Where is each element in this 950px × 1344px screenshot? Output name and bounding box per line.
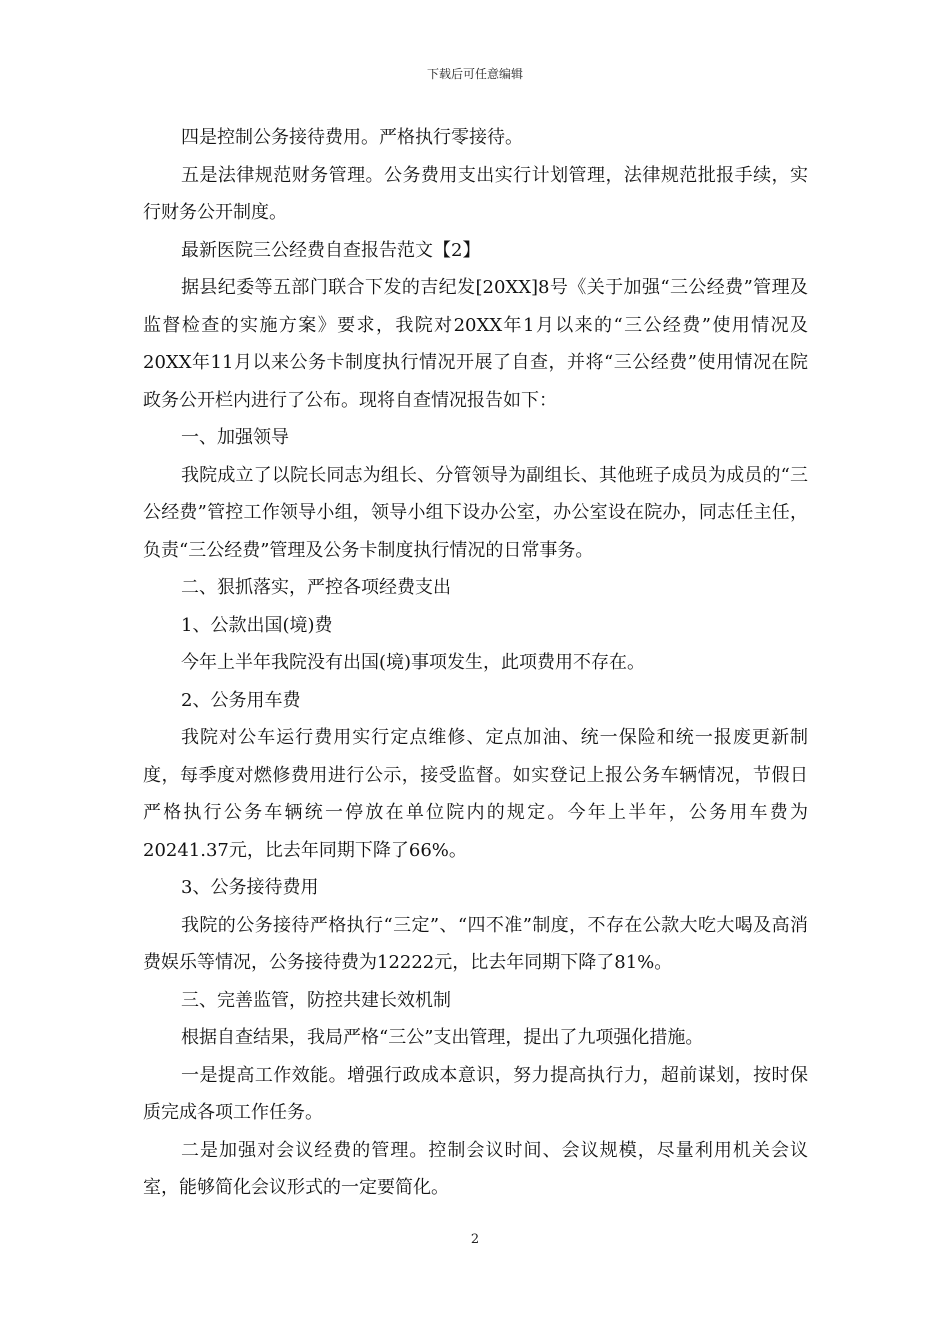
report-title: 最新医院三公经费自查报告范文【2】 bbox=[181, 239, 481, 261]
section-heading-implementation: 二、狠抓落实，严控各项经费支出 bbox=[181, 577, 451, 598]
subheading-reception-cost: 3、公务接待费用 bbox=[181, 877, 319, 898]
paragraph-leadership: 我院成立了以院长同志为组长、分管领导为副组长、其他班子成员为成员的“三公经费”管控工作领导小组，领导小组下设办公室，办公室设在院办，同志任主任，负责“三公经费”管理及公务卡制度执行情况的日常事务。 bbox=[143, 464, 808, 561]
paragraph-overseas-travel: 今年上半年我院没有出国(境)事项发生，此项费用不存在。 bbox=[181, 652, 646, 673]
paragraph-finance-management: 五是法律规范财务管理。公务费用支出实行计划管理，法律规范批报手续，实行财务公开制度。 bbox=[143, 164, 808, 223]
paragraph-reception-control: 四是控制公务接待费用。严格执行零接待。 bbox=[181, 127, 523, 148]
page-number: 2 bbox=[470, 1232, 480, 1247]
section-heading-supervision: 三、完善监管，防控共建长效机制 bbox=[181, 989, 451, 1011]
document-body bbox=[143, 119, 808, 1207]
paragraph-measure-efficiency: 一是提高工作效能。增强行政成本意识，努力提高执行力，超前谋划，按时保质完成各项工作任务。 bbox=[143, 1064, 808, 1123]
paragraph-measures-intro: 根据自查结果，我局严格“三公”支出管理，提出了九项强化措施。 bbox=[181, 1027, 704, 1048]
paragraph-reception-cost: 我院的公务接待严格执行“三定”、“四不准”制度，不存在公款大吃大喝及高消费娱乐等情况，公务接待费为12222元，比去年同期下降了81%。 bbox=[143, 914, 808, 973]
page-header: 下载后可任意编辑 bbox=[426, 67, 523, 81]
section-heading-leadership: 一、加强领导 bbox=[181, 427, 289, 448]
subheading-vehicle-cost: 2、公务用车费 bbox=[181, 689, 301, 711]
subheading-overseas-travel: 1、公款出国(境)费 bbox=[181, 614, 333, 636]
paragraph-intro: 据县纪委等五部门联合下发的吉纪发[20XX]8号《关于加强“三公经费”管理及监督检查的实施方案》要求，我院对20XX年1月以来的“三公经费”使用情况及20XX年11月以来公务卡制度执行情况开展了自查，并将“三公经费”使用情况在院政务公开栏内进行了公布。现将自查情况报告如下： bbox=[143, 277, 808, 411]
paragraph-measure-meetings: 二是加强对会议经费的管理。控制会议时间、会议规模，尽量利用机关会议室，能够简化会议形式的一定要简化。 bbox=[143, 1139, 808, 1198]
paragraph-vehicle-cost: 我院对公车运行费用实行定点维修、定点加油、统一保险和统一报废更新制度，每季度对燃修费用进行公示，接受监督。如实登记上报公务车辆情况，节假日严格执行公务车辆统一停放在单位院内的规定。今年上半年，公务用车费为20241.37元，比去年同期下降了66%。 bbox=[143, 727, 808, 861]
